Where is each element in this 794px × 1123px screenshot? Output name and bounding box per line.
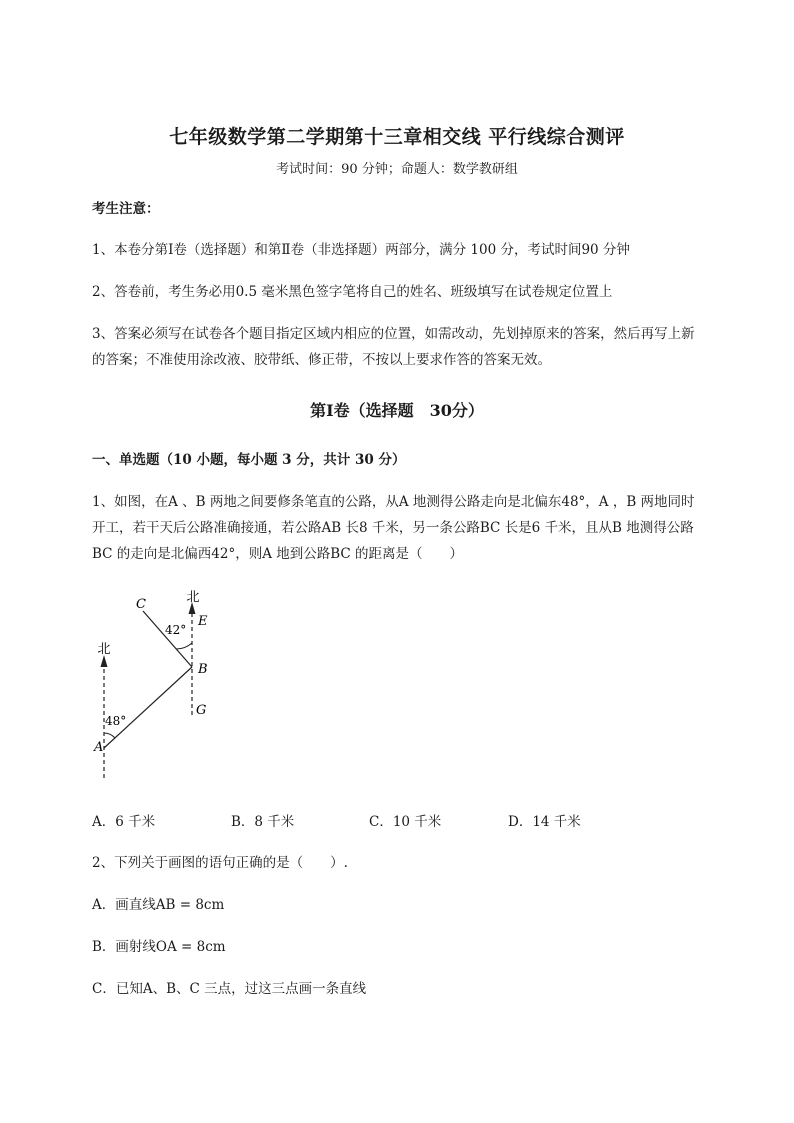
notice-item-3-cont: 的答案；不准使用涂改液、胶带纸、修正带，不按以上要求作答的答案无效。	[92, 352, 551, 368]
label-angle-42: 42°	[165, 623, 187, 637]
q2-option-b: B．画射线OA = 8cm	[92, 939, 226, 955]
label-north-left: 北	[97, 642, 111, 657]
page-title: 七年级数学第二学期第十三章相交线 平行线综合测评	[169, 126, 625, 148]
label-e: E	[198, 614, 208, 629]
page-subtitle: 考试时间：90 分钟；命题人：数学教研组	[276, 162, 518, 177]
q1-option-c: C．10 千米	[369, 814, 442, 830]
notice-item-2: 2、答卷前，考生务必用0.5 毫米黑色签字笔将自己的姓名、班级填写在试卷规定位置上	[92, 284, 613, 300]
q1-figure	[86, 585, 226, 785]
label-b: B	[198, 662, 208, 677]
q2-option-c: C．已知A、B、C 三点，过这三点画一条直线	[92, 981, 367, 997]
q1-stem-line-2: 开工，若干天后公路准确接通，若公路AB 长8 千米，另一条公路BC 长是6 千米，且从B 地测得公路	[92, 520, 694, 536]
part-title: 一、单选题（10 小题，每小题 3 分，共计 30 分）	[92, 452, 406, 468]
notice-heading: 考生注意：	[92, 201, 160, 217]
label-c: C	[136, 597, 146, 612]
label-angle-48: 48°	[105, 714, 127, 728]
notice-item-3: 3、答案必须写在试卷各个题目指定区域内相应的位置，如需改动，先划掉原来的答案，然后再写上新	[92, 326, 695, 342]
segment-ab	[104, 667, 192, 748]
label-a: A	[94, 740, 104, 755]
angle-arc-42	[176, 643, 192, 649]
notice-item-1: 1、本卷分第Ⅰ卷（选择题）和第Ⅱ卷（非选择题）两部分，满分 100 分，考试时间90 分钟	[92, 242, 630, 258]
label-north-top: 北	[186, 590, 200, 605]
q1-option-a: A．6 千米	[92, 814, 156, 830]
label-g: G	[196, 703, 207, 718]
q1-option-b: B．8 千米	[231, 814, 295, 830]
q2-option-a: A．画直线AB = 8cm	[92, 897, 225, 913]
q1-stem-line-1: 1、如图，在A 、B 两地之间要修条笔直的公路，从A 地测得公路走向是北偏东48°，A ，B 两地同时	[92, 494, 695, 510]
q1-stem-line-3: BC 的走向是北偏西42°，则A 地到公路BC 的距离是（ ）	[92, 546, 464, 562]
q2-stem: 2、下列关于画图的语句正确的是（ ）.	[92, 855, 348, 871]
angle-arc-48	[104, 733, 115, 738]
section-title: 第Ⅰ卷（选择题 30分）	[310, 401, 484, 420]
q1-option-d: D．14 千米	[508, 814, 581, 830]
segment-bc	[143, 611, 192, 667]
